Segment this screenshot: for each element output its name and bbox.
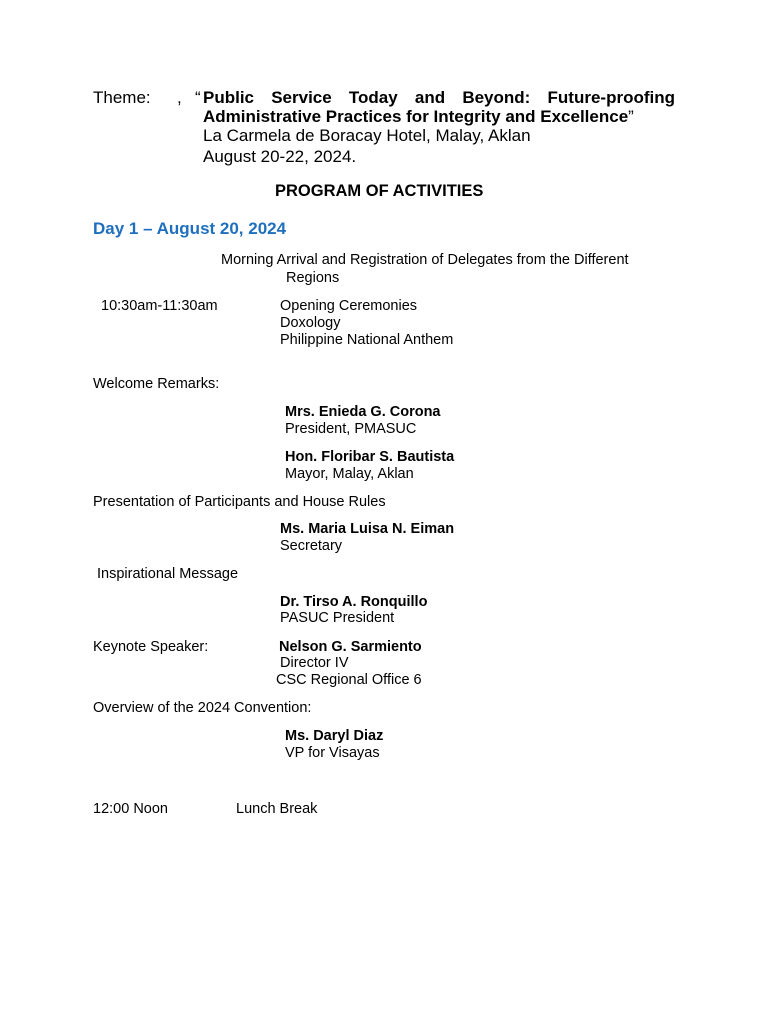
- inspirational-label: Inspirational Message: [97, 566, 239, 582]
- lunch-time: 12:00 Noon: [93, 801, 168, 817]
- speaker-name: Hon. Floribar S. Bautista: [285, 449, 455, 465]
- speaker-name: Mrs. Enieda G. Corona: [285, 404, 441, 420]
- program-title: PROGRAM OF ACTIVITIES: [275, 182, 484, 200]
- speaker-role: Mayor, Malay, Aklan: [285, 466, 414, 482]
- theme-title-line-2: Administrative Practices for Integrity and Excellence: [203, 107, 629, 126]
- theme-close-quote: ”: [628, 107, 634, 126]
- speaker-office: CSC Regional Office 6: [276, 672, 422, 688]
- speaker-role: VP for Visayas: [285, 745, 380, 761]
- speaker-name: Nelson G. Sarmiento: [279, 639, 422, 655]
- speaker-role: Secretary: [280, 538, 343, 554]
- theme-title-line-1: Public Service Today and Beyond: Future-proofing: [203, 88, 675, 107]
- day-1-heading: Day 1 – August 20, 2024: [93, 219, 287, 238]
- event-dates: August 20-22, 2024.: [203, 147, 357, 166]
- keynote-label: Keynote Speaker:: [93, 639, 209, 655]
- lunch-label: Lunch Break: [236, 801, 318, 817]
- speaker-name: Dr. Tirso A. Ronquillo: [280, 594, 428, 610]
- arrival-line-1: Morning Arrival and Registration of Delegates from the Different: [221, 252, 629, 268]
- speaker-role: Director IV: [280, 655, 349, 671]
- opening-item: Doxology: [280, 315, 341, 331]
- speaker-name: Ms. Daryl Diaz: [285, 728, 384, 744]
- speaker-role: President, PMASUC: [285, 421, 417, 437]
- speaker-role: PASUC President: [280, 610, 395, 626]
- theme-separator: ,: [177, 88, 182, 107]
- venue: La Carmela de Boracay Hotel, Malay, Aklan: [203, 126, 531, 145]
- welcome-label: Welcome Remarks:: [93, 376, 220, 392]
- theme-open-quote: “: [195, 88, 201, 107]
- opening-item: Philippine National Anthem: [280, 332, 454, 348]
- arrival-line-2: Regions: [286, 270, 340, 286]
- opening-item: Opening Ceremonies: [280, 298, 418, 314]
- theme-label: Theme:: [93, 88, 151, 107]
- opening-time: 10:30am-11:30am: [101, 298, 218, 314]
- presentation-label: Presentation of Participants and House Rules: [93, 494, 386, 510]
- theme-title-line-2-wrap: [203, 107, 634, 127]
- overview-label: Overview of the 2024 Convention:: [93, 700, 312, 716]
- speaker-name: Ms. Maria Luisa N. Eiman: [280, 521, 455, 537]
